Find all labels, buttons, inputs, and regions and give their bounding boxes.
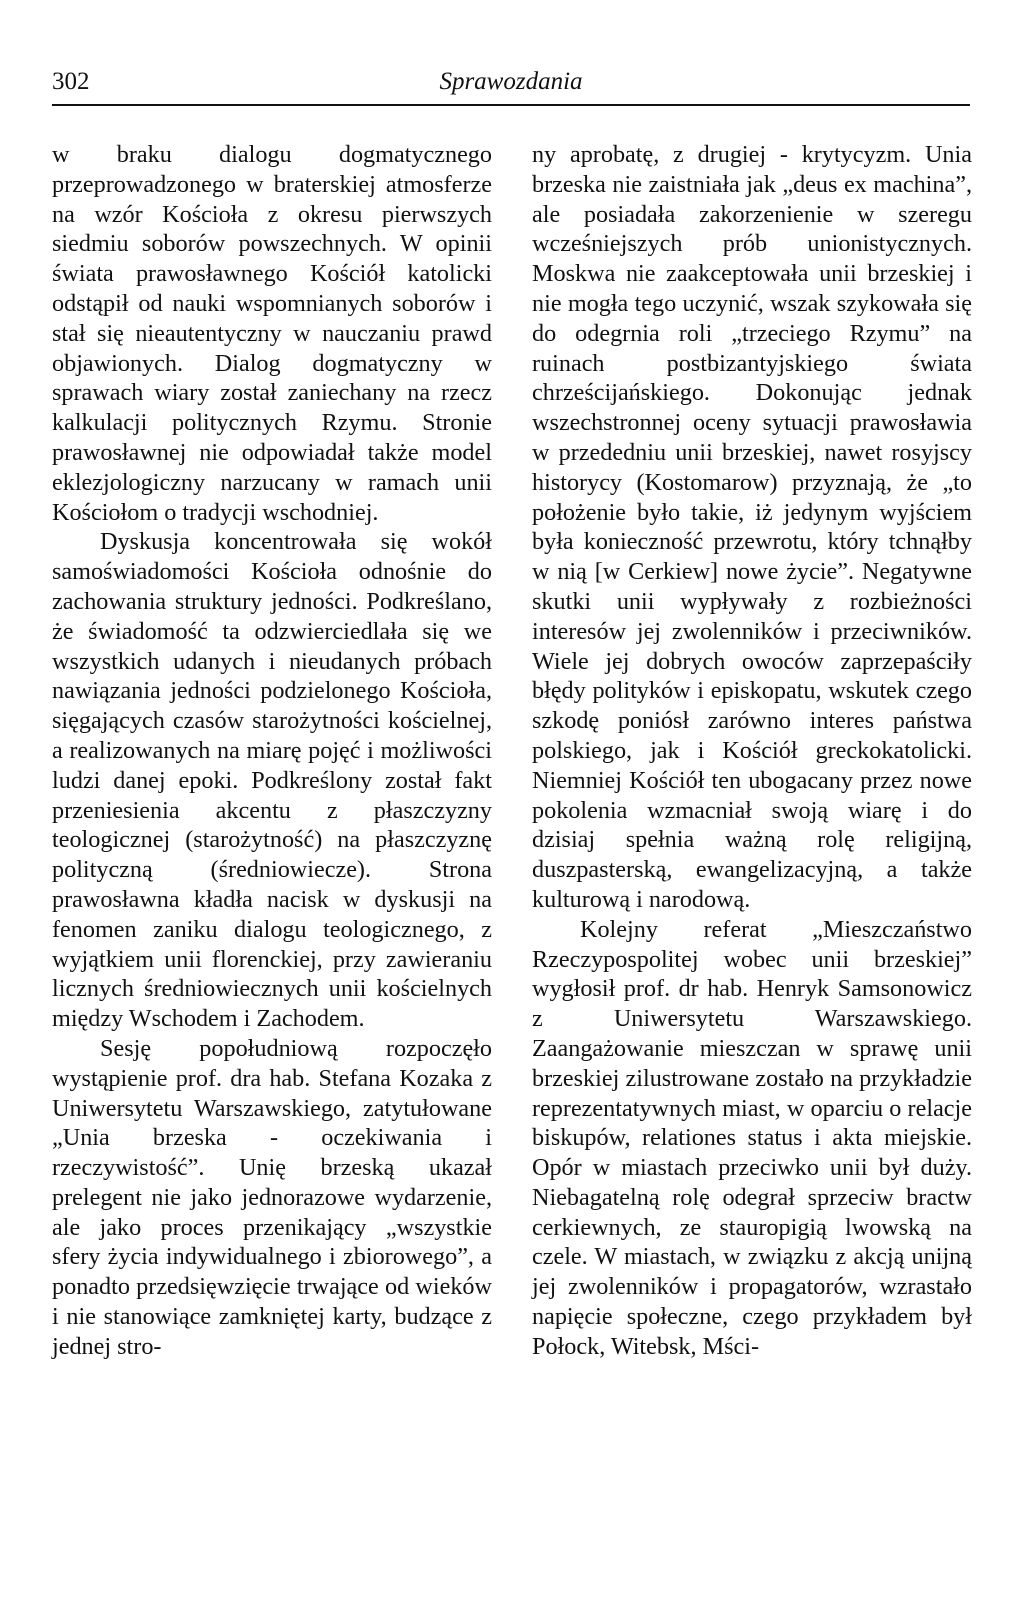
page-number: 302 (52, 68, 90, 95)
paragraph: w braku dialogu dogmatycznego przeprowadzonego w braterskiej atmosferze na wzór Kościoła z okresu pierwszych siedmiu soborów powszechnych. W opinii świata prawosławnego Kościół katolicki odstąpił od nauki wspomnianych soborów i stał się nieautentyczny w nauczaniu prawd objawionych. Dialog dogmatyczny w sprawach wiary został zaniechany na rzecz kalkulacji politycznych Rzymu. Stronie prawosławnej nie odpowiadał także model eklezjologiczny narzucany w ramach unii Kościołom o tradycji wschodniej. (52, 141, 492, 526)
paragraph: ny aprobatę, z drugiej - krytycyzm. Unia brzeska nie zaistniała jak „deus ex machina”, ale posiadała zakorzenienie w szeregu wcześniejszych prób unionistycznych. Moskwa nie zaakceptowała unii brzeskiej i nie mogła tego uczynić, wszak szykowała się do odegrnia roli „trzeciego Rzymu” na ruinach postbizantyjskiego świata chrześcijańskiego. Dokonując jednak wszechstronnej oceny sytuacji prawosławia w przededniu unii brzeskiej, nawet rosyjscy historycy (Kostomarow) przyznają, że „to położenie było takie, iż jedynym wyjściem była konieczność przewrotu, który tchnąłby w nią [w Cerkiew] nowe życie”. Negatywne skutki unii wypływały z rozbieżności interesów jej zwolenników i przeciwników. Wiele jej dobrych owoców zaprzepaściły błędy polityków i episkopatu, wskutek czego szkodę poniósł zarówno interes państwa polskiego, jak i Kościół greckokatolicki. Niemniej Kościół ten ubogacany przez nowe pokolenia wzmacniał swoją wiarę i do dzisiaj spełnia ważną rolę religijną, duszpasterską, ewangelizacyjną, a także kulturową i narodową. (532, 141, 972, 913)
right-column (532, 140, 972, 1362)
paragraph: Dyskusja koncentrowała się wokół samoświadomości Kościoła odnośnie do zachowania struktury jedności. Podkreślano, że świadomość ta odzwierciedlała się we wszystkich udanych i nieudanych próbach nawiązania jedności podzielonego Kościoła, sięgających czasów starożytności kościelnej, a realizowanych na miarę pojęć i możliwości ludzi danej epoki. Podkreślony został fakt przeniesienia akcentu z płaszczyzny teologicznej (starożytność) na płaszczyznę polityczną (średniowiecze). Strona prawosławna kładła nacisk w dyskusji na fenomen zaniku dialogu teologicznego, z wyjątkiem unii florenckiej, przy zawieraniu licznych średniowiecznych unii kościelnych między Wschodem i Zachodem. (52, 528, 492, 1033)
left-column (52, 140, 492, 1362)
running-title: Sprawozdania (439, 68, 583, 95)
paragraph: Kolejny referat „Mieszczaństwo Rzeczypospolitej wobec unii brzeskiej” wygłosił prof. dr hab. Henryk Samsonowicz z Uniwersytetu Warszawskiego. Zaangażowanie mieszczan w sprawę unii brzeskiej zilustrowane zostało na przykładzie reprezentatywnych miast, w oparciu o relacje biskupów, relationes status i akta miejskie. Opór w miastach przeciwko unii był duży. Niebagatelną rolę odegrał sprzeciw bractw cerkiewnych, ze stauropigią lwowską na czele. W miastach, w związku z akcją unijną jej zwolenników i propagatorów, wzrastało napięcie społeczne, czego przykładem był Połock, Witebsk, Mści- (532, 915, 972, 1360)
page-header (52, 64, 970, 106)
paragraph: Sesję popołudniową rozpoczęło wystąpienie prof. dra hab. Stefana Kozaka z Uniwersytetu Warszawskiego, zatytułowane „Unia brzeska - oczekiwania i rzeczywistość”. Unię brzeską ukazał prelegent nie jako jednorazowe wydarzenie, ale jako proces przenikający „wszystkie sfery życia indywidualnego i zbiorowego”, a ponadto przedsięwzięcie trwające od wieków i nie stanowiące zamkniętej karty, budzące z jednej stro- (52, 1034, 492, 1360)
